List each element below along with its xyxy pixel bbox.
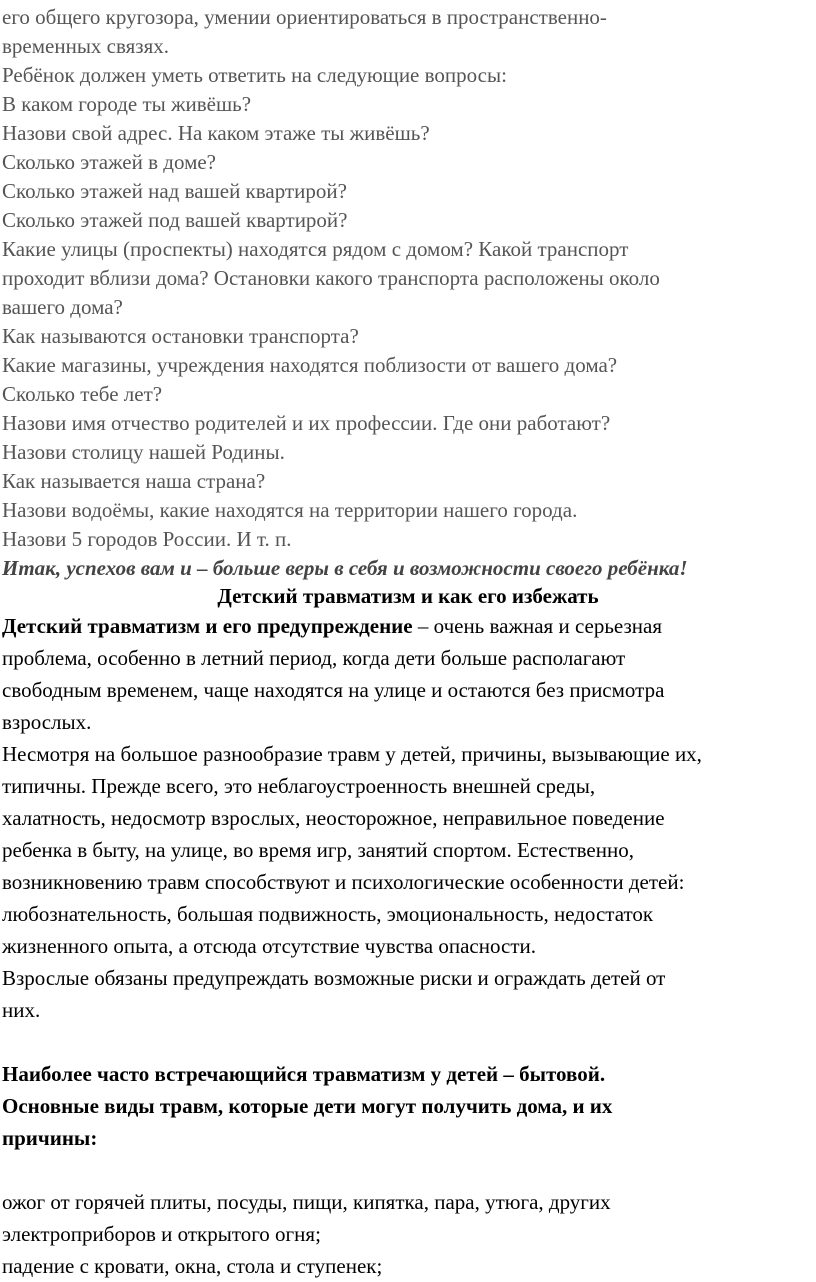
list-item: электроприборов и открытого огня; (2, 1222, 321, 1246)
text-line (2, 610, 814, 642)
question-line: Как называются остановки транспорта? (2, 324, 359, 348)
questions-section (2, 3, 814, 583)
text-line: Несмотря на большое разнообразие травм у детей, причины, вызывающие их, (2, 742, 702, 766)
question-line: вашего дома? (2, 295, 123, 319)
text-line: халатность, недосмотр взрослых, неосторожное, неправильное поведение (2, 806, 665, 830)
question-line: Назови водоёмы, какие находятся на территории нашего города. (2, 498, 578, 522)
question-line: Назови свой адрес. На каком этаже ты живёшь? (2, 121, 430, 145)
intro-bold-term: Детский травматизм и его предупреждение (2, 614, 413, 638)
text-line: взрослых. (2, 710, 92, 734)
text-line: Взрослые обязаны предупреждать возможные риски и ограждать детей от (2, 966, 666, 990)
question-line: Назови столицу нашей Родины. (2, 440, 285, 464)
text-line: Ребёнок должен уметь ответить на следующие вопросы: (2, 63, 507, 87)
text-line: жизненного опыта, а отсюда отсутствие чувства опасности. (2, 934, 536, 958)
question-line: В каком городе ты живёшь? (2, 92, 252, 116)
paragraph-spacer (2, 1026, 814, 1058)
question-line: Какие улицы (проспекты) находятся рядом с домом? Какой транспорт (2, 237, 629, 261)
injury-list (2, 1186, 814, 1282)
question-line: Сколько этажей над вашей квартирой? (2, 179, 347, 203)
paragraph-spacer (2, 1154, 814, 1186)
intro-text: – очень важная и серьезная (412, 614, 663, 638)
question-line: Сколько этажей под вашей квартирой? (2, 208, 348, 232)
article-intro (2, 610, 814, 738)
text-line: Наиболее часто встречающийся травматизм у детей – бытовой. (2, 1062, 606, 1086)
list-item: ожог от горячей плиты, посуды, пищи, кипятка, пара, утюга, других (2, 1190, 611, 1214)
text-line: типичны. Прежде всего, это неблагоустроенность внешней среды, (2, 774, 596, 798)
question-line: Какие магазины, учреждения находятся поблизости от вашего дома? (2, 353, 618, 377)
question-line: Как называется наша страна? (2, 469, 266, 493)
document-page (2, 3, 814, 1282)
question-line: Сколько тебе лет? (2, 382, 163, 406)
question-line: Назови имя отчество родителей и их профессии. Где они работают? (2, 411, 611, 435)
text-line: проблема, особенно в летний период, когда дети больше располагают (2, 646, 626, 670)
text-line: причины: (2, 1126, 98, 1150)
article-title: Детский травматизм и как его избежать (217, 584, 599, 608)
closing-wish: Итак, успехов вам и – больше веры в себя и возможности своего ребёнка! (2, 556, 688, 580)
article-bold-block (2, 1058, 814, 1154)
list-item: падение с кровати, окна, стола и ступенек; (2, 1254, 383, 1278)
text-line: них. (2, 998, 41, 1022)
text-line: его общего кругозора, умении ориентироваться в пространственно- (2, 5, 607, 29)
article-paragraph-3 (2, 962, 814, 1026)
question-line: проходит вблизи дома? Остановки какого транспорта расположены около (2, 266, 660, 290)
question-line: Назови 5 городов России. И т. п. (2, 527, 292, 551)
text-line: любознательность, большая подвижность, эмоциональность, недостаток (2, 902, 654, 926)
text-line: временных связях. (2, 34, 170, 58)
article-paragraph-2 (2, 738, 814, 962)
text-line: возникновению травм способствуют и психологические особенности детей: (2, 870, 685, 894)
text-line: ребенка в быту, на улице, во время игр, занятий спортом. Естественно, (2, 838, 634, 862)
question-line: Сколько этажей в доме? (2, 150, 216, 174)
text-line: Основные виды травм, которые дети могут получить дома, и их (2, 1094, 613, 1118)
text-line: свободным временем, чаще находятся на улице и остаются без присмотра (2, 678, 665, 702)
